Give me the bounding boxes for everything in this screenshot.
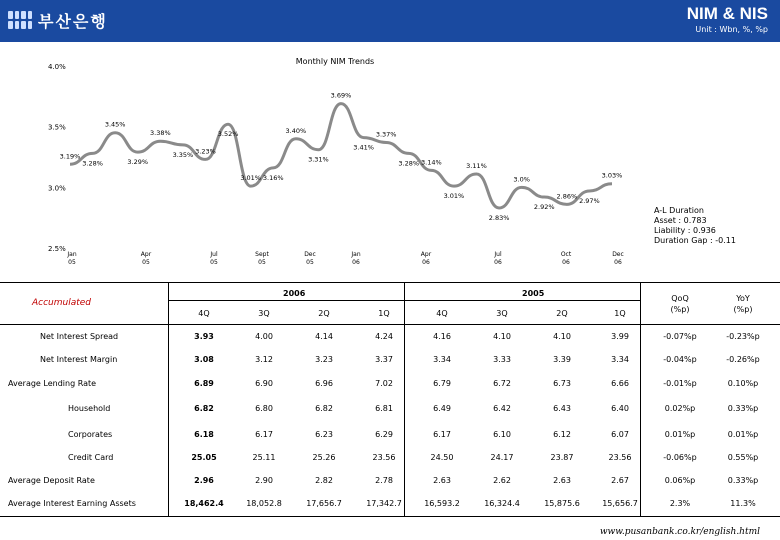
cell-value: 6.82: [194, 404, 214, 413]
cell-value: 2.90: [255, 476, 273, 485]
duration-title: A-L Duration: [654, 206, 704, 215]
y-tick-label: 4.0%: [48, 63, 66, 71]
qoq-value: -0.04%p: [663, 355, 697, 364]
cell-value: 18,462.4: [184, 499, 224, 508]
yoy-value: 11.3%: [730, 499, 756, 508]
cell-value: 16,593.2: [424, 499, 460, 508]
data-point-label: 3.01%: [240, 174, 261, 183]
yoy-value: 0.33%p: [727, 476, 759, 485]
cell-value: 6.82: [315, 404, 333, 413]
cell-value: 6.81: [375, 404, 393, 413]
cell-value: 6.80: [255, 404, 273, 413]
cell-value: 6.17: [255, 430, 273, 439]
x-tick-label: Jan: [351, 251, 361, 258]
cell-value: 4.16: [433, 332, 451, 341]
cell-value: 3.33: [493, 355, 511, 364]
year-2006: 2006: [283, 289, 306, 298]
cell-value: 4.10: [493, 332, 511, 341]
x-tick-label: 06: [494, 259, 502, 266]
chart-title: Monthly NIM Trends: [295, 57, 375, 66]
x-tick-label: Dec: [304, 251, 316, 258]
cell-value: 2.62: [493, 476, 511, 485]
cell-value: 3.34: [611, 355, 629, 364]
qoq-value: 2.3%: [669, 499, 691, 508]
cell-value: 2.96: [194, 476, 214, 485]
data-point-label: 2.97%: [579, 196, 600, 205]
cell-value: 15,656.7: [602, 499, 638, 508]
quarter-header: 4Q: [436, 309, 448, 318]
x-tick-label: Jul: [210, 251, 218, 258]
footer-url[interactable]: www.pusanbank.co.kr/english.html: [599, 527, 760, 537]
cell-value: 2.82: [315, 476, 333, 485]
cell-value: 6.49: [433, 404, 451, 413]
data-point-label: 3.14%: [421, 158, 442, 167]
yoy-value: -0.26%p: [726, 355, 760, 364]
yoy-value: 0.10%p: [727, 379, 759, 388]
x-tick-label: Jan: [67, 251, 77, 258]
x-tick-label: Oct: [560, 251, 572, 258]
yoy-value: -0.23%p: [726, 332, 760, 341]
data-point-label: 3.28%: [82, 159, 103, 168]
cell-value: 16,324.4: [484, 499, 520, 508]
header-bottom-border: [0, 324, 780, 325]
qoq-value: 0.02%p: [664, 404, 696, 413]
x-tick-label: 05: [68, 259, 76, 266]
accumulated-label: Accumulated: [32, 298, 92, 308]
cell-value: 6.79: [433, 379, 451, 388]
cell-value: 25.05: [191, 453, 217, 462]
data-point-label: 3.37%: [375, 130, 397, 139]
row-label: Average Interest Earning Assets: [8, 499, 136, 508]
cell-value: 23.56: [372, 453, 396, 462]
cell-value: 2.78: [375, 476, 393, 485]
cell-value: 17,656.7: [306, 499, 342, 508]
duration-annotation: [654, 206, 736, 246]
x-tick-label: 06: [422, 259, 430, 266]
cell-value: 3.99: [611, 332, 629, 341]
header-bar: [0, 0, 780, 42]
qoq-value: -0.07%p: [663, 332, 697, 341]
data-point-label: 3.41%: [353, 143, 374, 152]
yoy-value: 0.55%p: [727, 453, 759, 462]
cell-value: 6.90: [255, 379, 273, 388]
row-label: Credit Card: [68, 453, 114, 462]
cell-value: 6.12: [553, 430, 571, 439]
cell-value: 18,052.8: [246, 499, 282, 508]
quarter-header: 1Q: [614, 309, 626, 318]
data-point-label: 2.83%: [488, 213, 510, 222]
row-label: Net Interest Spread: [40, 332, 119, 341]
x-tick-label: Jul: [494, 251, 502, 258]
yoy-header: YoY (%p): [733, 294, 753, 314]
x-tick-label: Apr: [140, 251, 152, 258]
cell-value: 3.12: [255, 355, 273, 364]
cell-value: 4.14: [315, 332, 333, 341]
table-bottom-border: [0, 516, 780, 517]
qoq-value: -0.06%p: [663, 453, 697, 462]
unit-label: Unit : Wbn, %, %p: [695, 25, 768, 34]
cell-value: 2.63: [433, 476, 451, 485]
cell-value: 6.42: [493, 404, 511, 413]
qoq-value: 0.01%p: [664, 430, 696, 439]
quarter-header: 3Q: [258, 309, 270, 318]
data-point-label: 3.19%: [59, 152, 81, 161]
y-tick-label: 3.5%: [48, 123, 66, 132]
logo-text: 부산은행: [38, 11, 108, 31]
table-top-border: [0, 282, 780, 283]
data-point-label: 3.16%: [262, 173, 284, 182]
x-tick-label: 05: [210, 259, 218, 266]
quarter-header: 1Q: [378, 309, 390, 318]
cell-value: 3.34: [433, 355, 451, 364]
data-point-label: 2.86%: [556, 192, 578, 201]
data-point-label: 3.0%: [513, 175, 530, 184]
cell-value: 6.10: [493, 430, 511, 439]
data-point-label: 3.03%: [601, 171, 623, 180]
cell-value: 3.37: [375, 355, 393, 364]
row-label: Corporates: [68, 430, 113, 439]
quarter-header: 2Q: [556, 309, 568, 318]
cell-value: 4.10: [553, 332, 571, 341]
x-tick-label: Apr: [420, 251, 432, 258]
data-point-label: 3.52%: [217, 130, 239, 139]
yoy-value: 0.33%p: [727, 404, 759, 413]
cell-value: 4.00: [255, 332, 273, 341]
x-tick-label: Dec: [612, 251, 624, 258]
cell-value: 6.18: [194, 430, 214, 439]
cell-value: 15,875.6: [544, 499, 580, 508]
duration-liability: Liability : 0.936: [654, 226, 716, 235]
x-tick-label: 05: [142, 259, 150, 266]
cell-value: 3.08: [194, 355, 214, 364]
row-label: Household: [68, 404, 111, 413]
data-point-label: 3.45%: [104, 120, 126, 129]
cell-value: 2.67: [611, 476, 629, 485]
data-point-label: 2.92%: [533, 203, 555, 212]
data-point-label: 3.35%: [172, 150, 194, 159]
cell-value: 6.23: [315, 430, 333, 439]
cell-value: 23.56: [608, 453, 632, 462]
cell-value: 6.43: [553, 404, 571, 413]
yoy-value: 0.01%p: [727, 430, 759, 439]
cell-value: 6.29: [375, 430, 393, 439]
cell-value: 25.11: [252, 453, 276, 462]
nim-series-line: [70, 104, 612, 208]
year-2005: 2005: [522, 289, 545, 298]
quarter-header: 4Q: [198, 309, 210, 318]
data-point-label: 3.11%: [466, 161, 487, 170]
data-point-label: 3.40%: [285, 126, 307, 135]
cell-value: 7.02: [375, 379, 393, 388]
cell-value: 6.17: [433, 430, 451, 439]
page-title: NIM & NIS: [686, 4, 768, 23]
x-tick-label: 06: [562, 259, 570, 266]
y-tick-label: 3.0%: [48, 184, 66, 193]
data-point-label: 3.28%: [398, 159, 420, 168]
data-point-label: 3.29%: [127, 158, 149, 167]
qoq-value: -0.01%p: [663, 379, 697, 388]
x-tick-label: 05: [306, 259, 314, 266]
cell-value: 23.87: [550, 453, 574, 462]
label-column-divider: [168, 282, 169, 516]
cell-value: 4.24: [375, 332, 393, 341]
cell-value: 6.72: [493, 379, 511, 388]
data-point-label: 3.38%: [150, 129, 171, 138]
data-point-label: 3.23%: [195, 147, 216, 156]
qoq-header: QoQ (%p): [670, 294, 690, 314]
data-point-label: 3.31%: [308, 155, 329, 164]
cell-value: 3.93: [194, 332, 214, 341]
cell-value: 24.17: [490, 453, 514, 462]
data-point-label: 3.69%: [330, 91, 352, 100]
cell-value: 2.63: [553, 476, 571, 485]
cell-value: 24.50: [430, 453, 454, 462]
qoq-value: 0.06%p: [664, 476, 696, 485]
cell-value: 6.96: [315, 379, 333, 388]
cell-value: 6.73: [553, 379, 571, 388]
cell-value: 25.26: [312, 453, 336, 462]
data-point-label: 3.01%: [443, 192, 465, 201]
x-tick-label: 05: [258, 259, 266, 266]
quarter-header: 3Q: [496, 309, 508, 318]
cell-value: 6.89: [194, 379, 214, 388]
logo-icon: [8, 11, 32, 29]
row-label: Average Deposit Rate: [8, 476, 95, 485]
bank-logo: [8, 8, 108, 32]
cell-value: 6.66: [611, 379, 629, 388]
cell-value: 3.23: [315, 355, 333, 364]
x-tick-label: Sept: [255, 251, 269, 258]
quarter-header: 2Q: [318, 309, 330, 318]
y-tick-label: 2.5%: [48, 245, 66, 253]
row-label: Average Lending Rate: [8, 379, 97, 388]
cell-value: 17,342.7: [366, 499, 402, 508]
cell-value: 6.07: [611, 430, 629, 439]
cell-value: 6.40: [611, 404, 629, 413]
cell-value: 3.39: [553, 355, 571, 364]
x-tick-label: 06: [352, 259, 360, 266]
row-label: Net Interest Margin: [40, 355, 118, 364]
duration-gap: Duration Gap : -0.11: [654, 236, 736, 245]
x-tick-label: 06: [614, 259, 622, 266]
duration-asset: Asset : 0.783: [654, 216, 707, 225]
